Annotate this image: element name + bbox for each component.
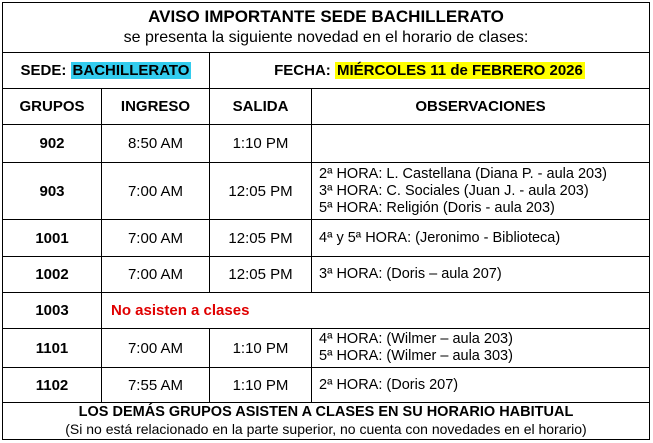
fecha-label: FECHA: xyxy=(274,62,331,79)
grupo-cell: 1002 xyxy=(3,257,102,292)
notice-title: AVISO IMPORTANTE SEDE BACHILLERATO xyxy=(148,7,504,26)
header-observaciones: OBSERVACIONES xyxy=(415,98,546,115)
salida-cell: 12:05 PM xyxy=(210,163,312,219)
observation-line: 5ª HORA: (Wilmer – aula 303) xyxy=(319,348,513,364)
ingreso-cell: 7:55 AM xyxy=(102,368,210,402)
observation-line: 2ª HORA: (Doris 207) xyxy=(319,376,459,393)
sede-value: BACHILLERATO xyxy=(72,62,190,79)
table-row xyxy=(3,257,649,293)
sede-cell xyxy=(3,53,210,88)
sede-label: SEDE: xyxy=(20,62,67,79)
ingreso-cell: 7:00 AM xyxy=(102,257,210,292)
fecha-cell xyxy=(210,53,649,88)
observation-line: 2ª HORA: L. Castellana (Diana P. - aula 203) xyxy=(319,165,607,182)
observation-line: 4ª y 5ª HORA: (Jeronimo - Biblioteca) xyxy=(319,229,561,246)
ingreso-cell: 8:50 AM xyxy=(102,125,210,162)
header-salida: SALIDA xyxy=(210,89,312,124)
observation-line: 4ª HORA: (Wilmer – aula 203) xyxy=(319,331,513,347)
observaciones-cell xyxy=(312,163,649,219)
table-row xyxy=(3,293,649,329)
observation-line: 3ª HORA: C. Sociales (Juan J. - aula 203) xyxy=(319,182,589,199)
table-header-row xyxy=(3,89,649,125)
observaciones-cell xyxy=(312,125,649,162)
salida-cell: 1:10 PM xyxy=(210,368,312,402)
table-row xyxy=(3,163,649,220)
grupo-cell: 1001 xyxy=(3,220,102,256)
observaciones-cell xyxy=(312,329,649,367)
notice-sheet xyxy=(2,2,650,440)
footer-subnote: (Si no está relacionado en la parte superior, no cuenta con novedades en el horario) xyxy=(65,421,587,437)
grupo-cell: 903 xyxy=(3,163,102,219)
header-ingreso: INGRESO xyxy=(102,89,210,124)
footer-note: LOS DEMÁS GRUPOS ASISTEN A CLASES EN SU HORARIO HABITUAL xyxy=(78,404,574,420)
table-row xyxy=(3,368,649,403)
ingreso-cell: 7:00 AM xyxy=(102,220,210,256)
grupo-cell: 1102 xyxy=(3,368,102,402)
notice-header xyxy=(3,3,649,53)
salida-cell: 12:05 PM xyxy=(210,257,312,292)
ingreso-cell: 7:00 AM xyxy=(102,329,210,367)
grupo-cell: 1003 xyxy=(3,293,102,328)
grupo-cell: 1101 xyxy=(3,329,102,367)
header-grupos: GRUPOS xyxy=(3,89,102,124)
salida-cell: 12:05 PM xyxy=(210,220,312,256)
observaciones-cell xyxy=(312,257,649,292)
salida-cell: 1:10 PM xyxy=(210,329,312,367)
notice-footer xyxy=(3,403,649,439)
table-row xyxy=(3,220,649,257)
absent-note: No asisten a clases xyxy=(111,302,250,319)
ingreso-cell: 7:00 AM xyxy=(102,163,210,219)
observation-line: 5ª HORA: Religión (Doris - aula 203) xyxy=(319,199,555,216)
notice-subtitle: se presenta la siguiente novedad en el horario de clases: xyxy=(123,29,529,46)
grupo-cell: 902 xyxy=(3,125,102,162)
observaciones-cell xyxy=(312,368,649,402)
info-row xyxy=(3,53,649,89)
fecha-value: MIÉRCOLES 11 de FEBRERO 2026 xyxy=(336,62,583,79)
observaciones-cell xyxy=(312,220,649,256)
salida-cell: 1:10 PM xyxy=(210,125,312,162)
observation-line: 3ª HORA: (Doris – aula 207) xyxy=(319,266,502,282)
table-row xyxy=(3,125,649,163)
table-row xyxy=(3,329,649,368)
